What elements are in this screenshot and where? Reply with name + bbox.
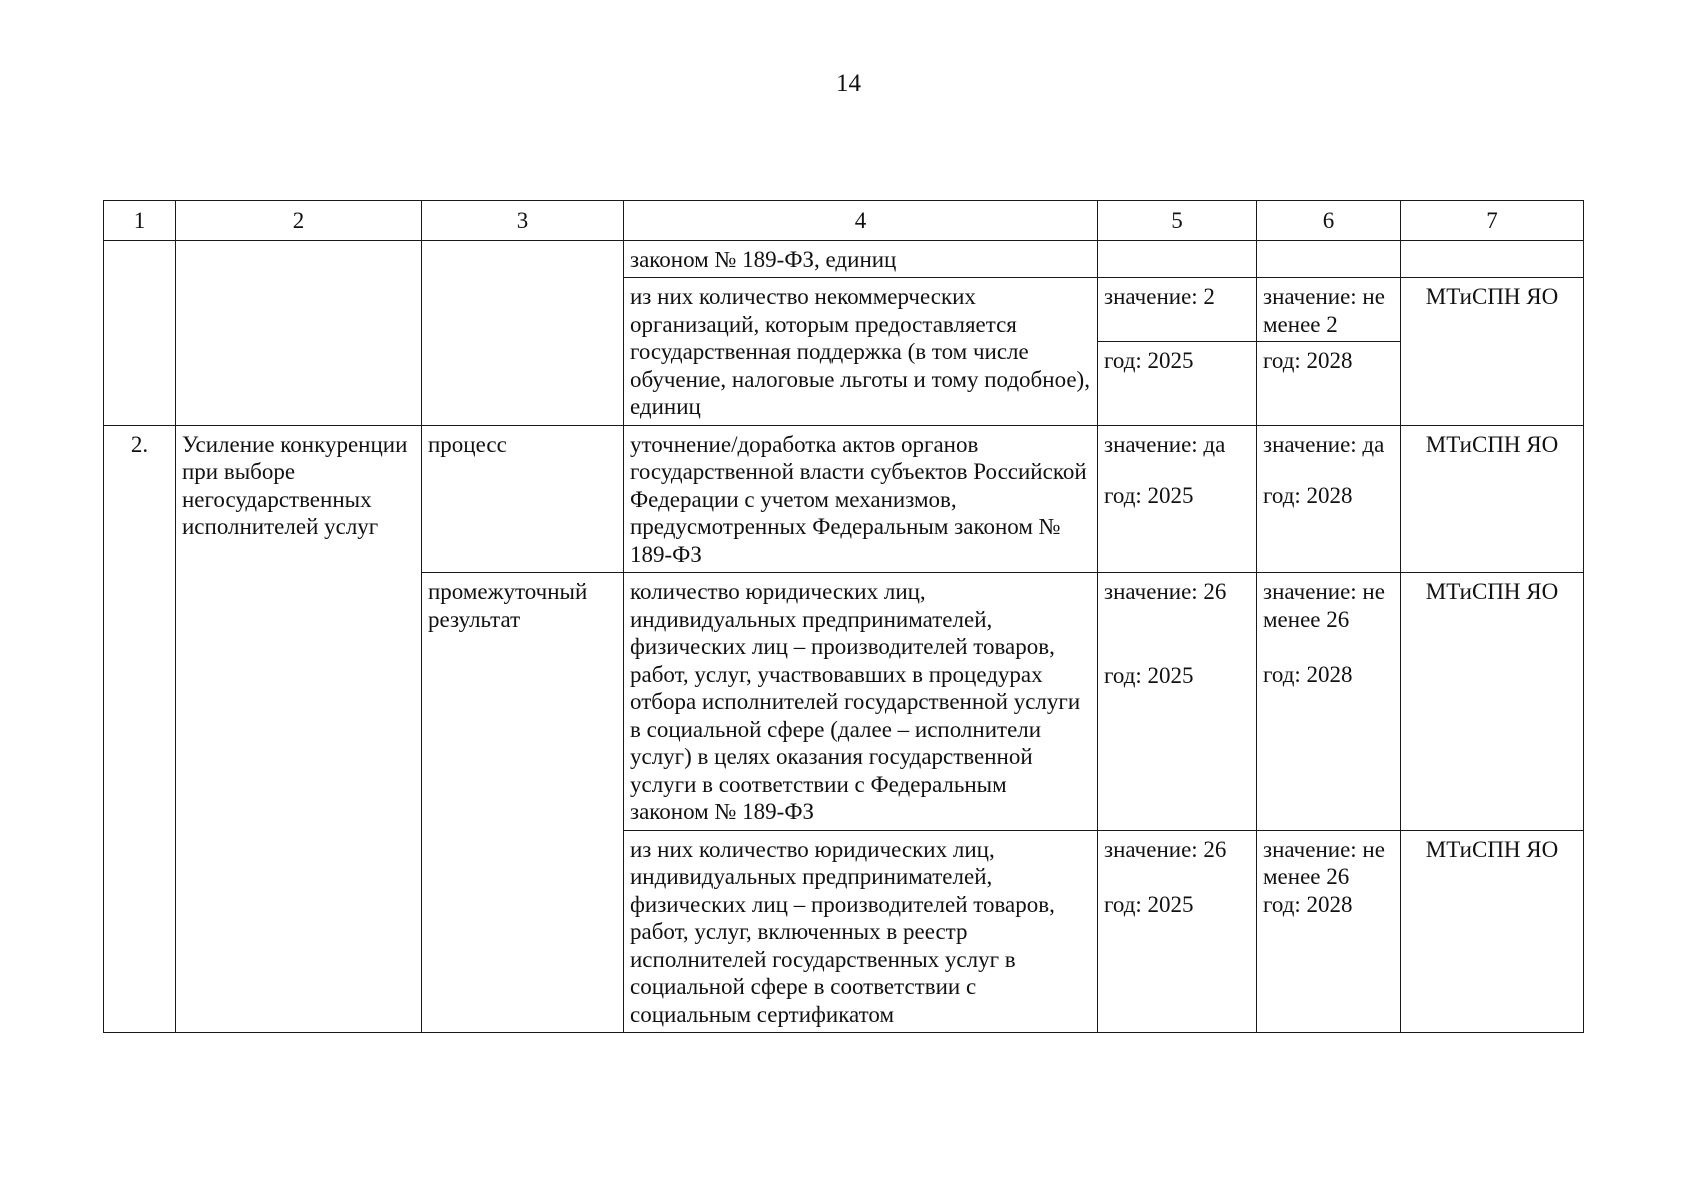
row1-base-value: значение: да — [1104, 431, 1226, 457]
row3-base-year: год: 2025 — [1104, 892, 1194, 917]
row1-target-value: значение: да — [1263, 431, 1385, 457]
row3-base-value: значение: 26 — [1104, 836, 1227, 862]
table-row — [104, 425, 1584, 573]
row3-target-year: год: 2028 — [1263, 891, 1353, 917]
row3-target-cell — [1257, 830, 1401, 1033]
cont-empty-5 — [1098, 240, 1257, 278]
row2-desc: количество юридических лиц, индивидуальных предпринимателей, физических лиц – производителей товаров, работ, услуг, участвовавших в процедурах отбора исполнителей государственной услуги в социальной сфере (далее – исполнители услуг) в целях оказания государственной услуги в соответствии с Федеральным законом № 189-ФЗ — [624, 573, 1098, 831]
cont-empty-6 — [1257, 240, 1401, 278]
cont-type-cell — [422, 240, 624, 425]
column-header-4: 4 — [624, 201, 1098, 241]
item-task: Усиление конкуренции при выборе негосударственных исполнителей услуг — [176, 425, 422, 1033]
row3-target-value: значение: не менее 26 — [1263, 836, 1385, 889]
cont-target-value: значение: не менее 2 — [1257, 278, 1400, 342]
page-number: 14 — [836, 70, 861, 97]
row1-target-year: год: 2028 — [1263, 483, 1353, 508]
cont-number-cell — [104, 240, 176, 425]
indicators-table — [103, 200, 1584, 1033]
row2-base-value: значение: 26 — [1104, 579, 1227, 604]
item-number: 2. — [104, 425, 176, 1033]
row3-responsible: МТиСПН ЯО — [1401, 830, 1584, 1033]
row1-target-cell — [1257, 425, 1401, 573]
cont-task-cell — [176, 240, 422, 425]
cont-responsible: МТиСПН ЯО — [1401, 278, 1584, 426]
row3-desc: из них количество юридических лиц, индивидуальных предпринимателей, физических лиц – производителей товаров, работ, услуг, включенных в реестр исполнителей государственных услуг в социальной сфере в соответствии с социальным сертификатом — [624, 830, 1098, 1033]
column-header-1: 1 — [104, 201, 176, 241]
row1-desc: уточнение/доработка актов органов государственной власти субъектов Российской Федерации с учетом механизмов, предусмотренных Федеральным законом № 189-ФЗ — [624, 425, 1098, 573]
column-header-7: 7 — [1401, 201, 1584, 241]
cont-target-cell — [1257, 278, 1401, 426]
column-header-2: 2 — [176, 201, 422, 241]
cont-desc-a: законом № 189-ФЗ, единиц — [624, 240, 1098, 278]
column-header-5: 5 — [1098, 201, 1257, 241]
cont-base-year: год: 2025 — [1104, 348, 1194, 373]
header-row — [104, 201, 1584, 241]
cont-target-year: год: 2028 — [1263, 348, 1353, 373]
row1-base-cell — [1098, 425, 1257, 573]
row2-responsible: МТиСПН ЯО — [1401, 573, 1584, 831]
row2-target-year: год: 2028 — [1263, 662, 1353, 687]
column-header-3: 3 — [422, 201, 624, 241]
row1-responsible: МТиСПН ЯО — [1401, 425, 1584, 573]
cont-base-cell — [1098, 278, 1257, 426]
row2-base-year: год: 2025 — [1104, 662, 1194, 688]
row2-target-value: значение: не менее 26 — [1263, 579, 1385, 632]
row1-base-year: год: 2025 — [1104, 483, 1194, 508]
column-header-6: 6 — [1257, 201, 1401, 241]
cont-base-value: значение: 2 — [1098, 278, 1256, 342]
row1-type: процесс — [422, 425, 624, 573]
table-row — [104, 240, 1584, 278]
row3-base-cell — [1098, 830, 1257, 1033]
cont-empty-7 — [1401, 240, 1584, 278]
row2-base-cell — [1098, 573, 1257, 831]
cont-desc-b: из них количество некоммерческих организаций, которым предоставляется государственная поддержка (в том числе обучение, налоговые льготы и тому подобное), единиц — [624, 278, 1098, 426]
row2-target-cell — [1257, 573, 1401, 831]
row2-type: промежуточный результат — [422, 573, 624, 1033]
